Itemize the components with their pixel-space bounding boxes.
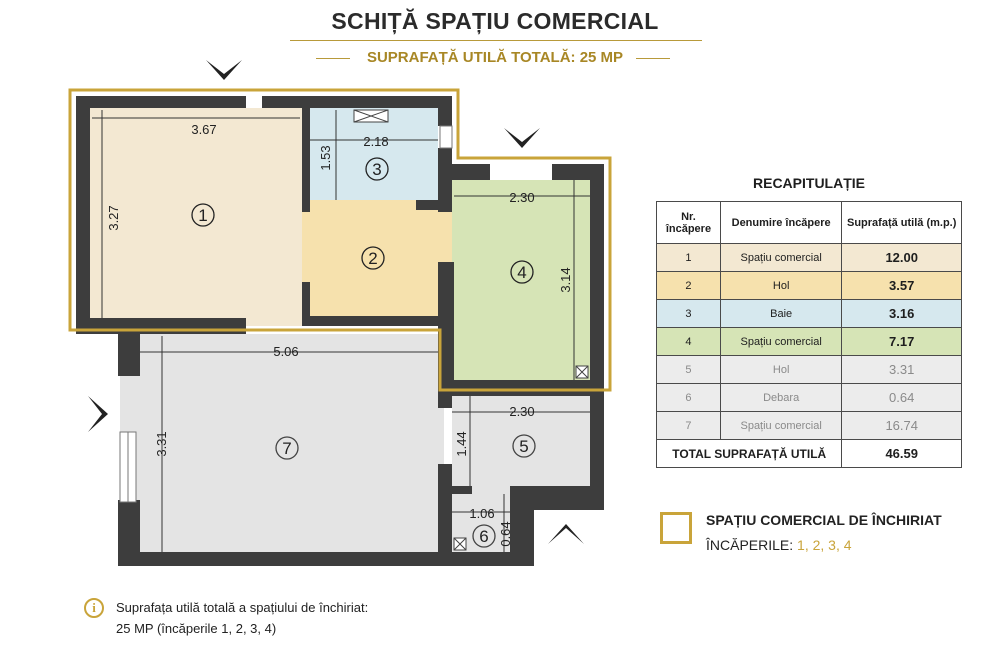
legend-swatch	[660, 512, 692, 544]
legend-title: SPAȚIU COMERCIAL DE ÎNCHIRIAT	[706, 512, 942, 528]
row-nr: 7	[657, 412, 721, 440]
table-row	[657, 328, 962, 356]
table-row	[657, 300, 962, 328]
dim-room-6-height: 0.64	[498, 521, 513, 547]
dim-room-5-width: 2.30	[509, 404, 535, 419]
table-row	[657, 384, 962, 412]
entrance-arrow-east	[504, 128, 540, 148]
legend-rooms-list: 1, 2, 3, 4	[797, 537, 852, 553]
note-line-1: Suprafața utilă totală a spațiului de închiriat:	[116, 600, 369, 615]
dim-room-7-height: 3.31	[154, 431, 169, 457]
room-1-fill	[90, 108, 302, 326]
row-nr: 3	[657, 300, 721, 328]
row-area: 7.17	[842, 328, 962, 356]
row-name: Hol	[720, 356, 842, 384]
total-label: TOTAL SUPRAFAȚĂ UTILĂ	[657, 440, 842, 468]
recap-table	[656, 201, 962, 468]
dim-room-1-height: 3.27	[106, 205, 121, 231]
legend-rooms-label: ÎNCĂPERILE:	[706, 537, 794, 553]
row-name: Spațiu comercial	[720, 328, 842, 356]
row-name: Hol	[720, 272, 842, 300]
total-value: 46.59	[842, 440, 962, 468]
entrance-arrow-west	[88, 396, 108, 432]
row-area: 3.31	[842, 356, 962, 384]
room-4-label: 4	[517, 263, 527, 282]
info-icon: i	[84, 598, 104, 618]
table-row	[657, 356, 962, 384]
dim-room-4-height: 3.14	[558, 267, 573, 293]
row-area: 3.57	[842, 272, 962, 300]
row-nr: 5	[657, 356, 721, 384]
room-2-label: 2	[368, 249, 378, 268]
table-row	[657, 244, 962, 272]
entrance-arrow-south	[548, 524, 584, 544]
window-bath	[440, 126, 452, 148]
recap-title: RECAPITULAȚIE	[753, 175, 865, 191]
dim-room-5-height: 1.44	[454, 431, 469, 457]
room-6-label: 6	[479, 527, 489, 546]
table-row	[657, 272, 962, 300]
dim-room-4-width: 2.30	[509, 190, 535, 205]
note-line-2: 25 MP (încăperile 1, 2, 3, 4)	[116, 621, 277, 636]
table-row	[657, 412, 962, 440]
dim-room-3-width: 2.18	[363, 134, 389, 149]
entrance-arrow-north	[206, 60, 242, 80]
room-5-label: 5	[519, 437, 529, 456]
page-title: SCHIȚĂ SPAȚIU COMERCIAL	[331, 8, 659, 34]
row-nr: 6	[657, 384, 721, 412]
row-name: Baie	[720, 300, 842, 328]
dim-room-6-width: 1.06	[469, 506, 495, 521]
row-name: Spațiu comercial	[720, 412, 842, 440]
row-name: Debara	[720, 384, 842, 412]
subtitle: SUPRAFAȚĂ UTILĂ TOTALĂ: 25 MP	[366, 49, 624, 66]
total-row	[657, 440, 962, 468]
header-area: Suprafață utilă (m.p.)	[842, 202, 962, 244]
row-nr: 4	[657, 328, 721, 356]
row-area: 16.74	[842, 412, 962, 440]
dim-room-1-width: 3.67	[191, 122, 217, 137]
room-1-label: 1	[198, 206, 208, 225]
recap-header-row	[657, 202, 962, 244]
row-area: 12.00	[842, 244, 962, 272]
header-nr: Nr. încăpere	[657, 202, 721, 244]
room-3-label: 3	[372, 160, 382, 179]
dim-room-3-height: 1.53	[318, 145, 333, 171]
row-area: 3.16	[842, 300, 962, 328]
header-name: Denumire încăpere	[720, 202, 842, 244]
subtitle-rule-right	[636, 58, 670, 59]
row-nr: 2	[657, 272, 721, 300]
room-7-label: 7	[282, 439, 292, 458]
legend-rooms-line	[706, 537, 852, 553]
dim-room-7-width: 5.06	[273, 344, 299, 359]
row-area: 0.64	[842, 384, 962, 412]
row-name: Spațiu comercial	[720, 244, 842, 272]
row-nr: 1	[657, 244, 721, 272]
